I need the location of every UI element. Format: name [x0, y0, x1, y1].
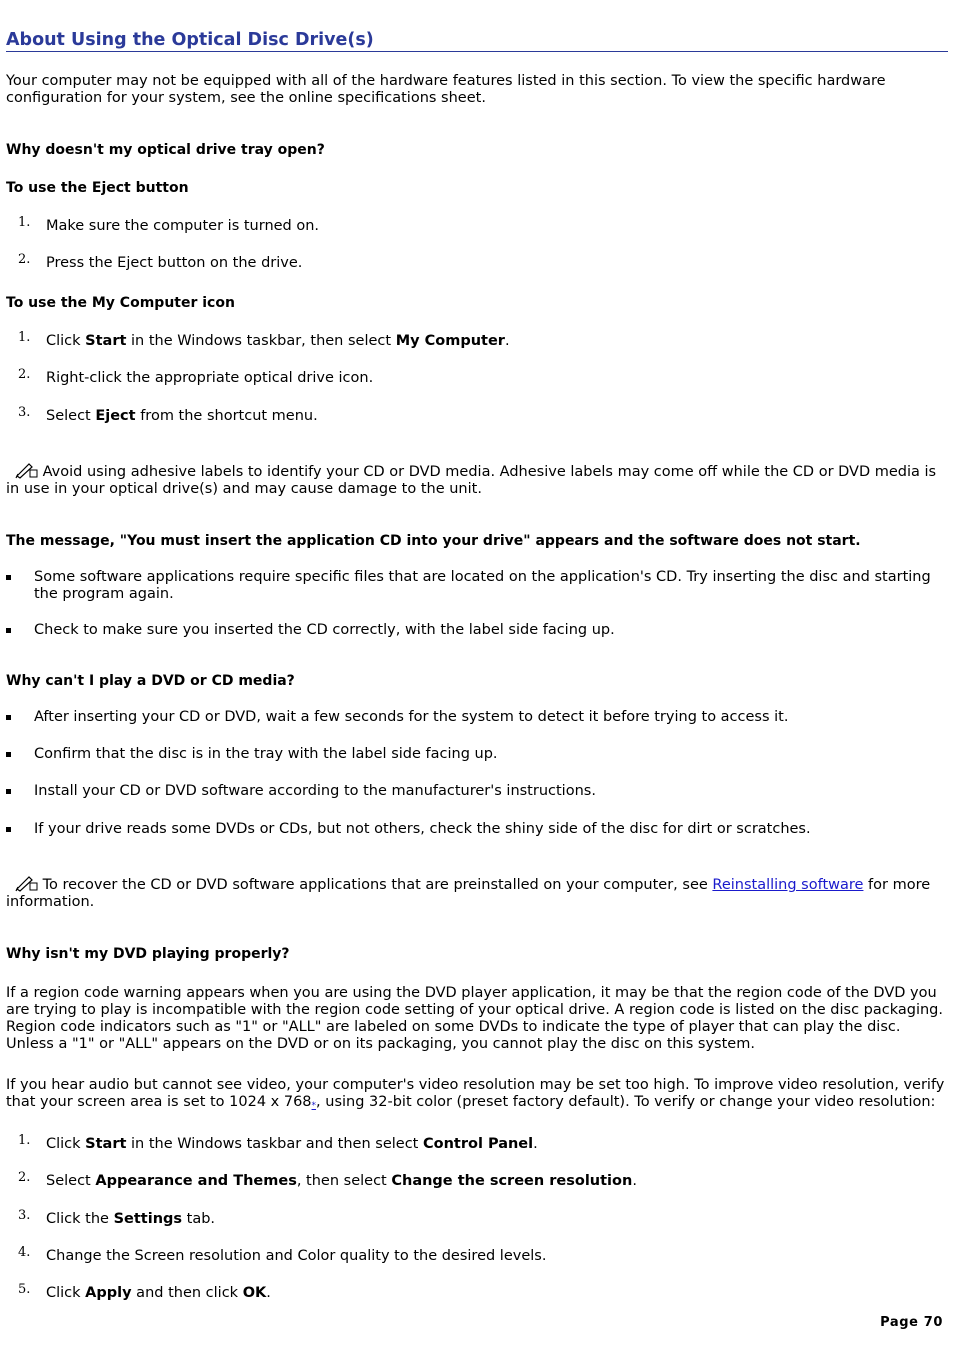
bullet-icon [6, 827, 11, 832]
footnote-link[interactable]: * [311, 1101, 317, 1111]
my-computer-steps [6, 330, 948, 425]
region-code-paragraph: If a region code warning appears when you are using the DVD player application, it may be that the region code of the DVD you are trying to play is incompatible with the region code setting of your optical drive. A region code is listed on the disc packaging. Region code indicators such as "1" or "ALL" are labeled on some DVDs to indicate the type of player that can play the disc. Unless a "1" or "ALL" appears on the DVD or on its packaging, you cannot play the disc on this system. [6, 985, 943, 1052]
list-item: 5. Click Apply and then click OK. [18, 1282, 271, 1301]
insert-cd-bullets [6, 569, 948, 639]
note-pencil-icon [14, 461, 38, 479]
reinstalling-software-link[interactable]: Reinstalling software [712, 877, 864, 893]
page-number: Page 70 [880, 1315, 943, 1330]
bullet-icon [6, 752, 11, 757]
list-item: 3. Select Eject from the shortcut menu. [18, 405, 318, 424]
question-dvd-playing: Why isn't my DVD playing properly? [6, 946, 290, 962]
list-item: 1. Make sure the computer is turned on. [18, 215, 320, 234]
video-resolution-paragraph: If you hear audio but cannot see video, your computer's video resolution may be set too high. To improve video resolution, verify that your screen area is set to 1024 x 768*, using 32-bit color (preset factory default). To verify or change your video resolution: [6, 1077, 945, 1111]
question-tray: Why doesn't my optical drive tray open? [6, 142, 325, 158]
list-item: 1. Click Start in the Windows taskbar, then select My Computer. [18, 330, 510, 349]
list-item: Install your CD or DVD software according to the manufacturer's instructions. [6, 783, 948, 800]
my-computer-heading: To use the My Computer icon [6, 295, 235, 311]
list-item: 2. Press the Eject button on the drive. [18, 252, 303, 271]
question-play-media: Why can't I play a DVD or CD media? [6, 673, 295, 689]
eject-steps [6, 215, 948, 272]
list-item: 2. Select Appearance and Themes, then select Change the screen resolution. [18, 1170, 637, 1189]
resolution-steps [6, 1133, 948, 1302]
list-item: Check to make sure you inserted the CD correctly, with the label side facing up. [6, 622, 948, 639]
list-item: After inserting your CD or DVD, wait a few seconds for the system to detect it before trying to access it. [6, 709, 948, 726]
play-media-bullets [6, 709, 948, 838]
eject-button-heading: To use the Eject button [6, 180, 189, 196]
bullet-icon [6, 575, 11, 580]
list-item: 4. Change the Screen resolution and Color quality to the desired levels. [18, 1245, 547, 1264]
list-item: Some software applications require specific files that are located on the application's CD. Try inserting the disc and starting the program again. [6, 569, 948, 603]
question-insert-cd: The message, "You must insert the application CD into your drive" appears and the software does not start. [6, 533, 861, 549]
list-item: 3. Click the Settings tab. [18, 1208, 216, 1227]
list-item: 2. Right-click the appropriate optical drive icon. [18, 367, 374, 386]
intro-paragraph: Your computer may not be equipped with all of the hardware features listed in this section. To view the specific hardware configuration for your system, see the online specifications sheet. [6, 73, 886, 106]
note-pencil-icon [14, 874, 38, 892]
note-reinstall: To recover the CD or DVD software applications that are preinstalled on your computer, see Reinstalling software for more information. [6, 874, 948, 911]
list-item: If your drive reads some DVDs or CDs, but not others, check the shiny side of the disc for dirt or scratches. [6, 821, 948, 838]
note-adhesive-labels: Avoid using adhesive labels to identify your CD or DVD media. Adhesive labels may come off while the CD or DVD media is in use in your optical drive(s) and may cause damage to the unit. [6, 461, 948, 498]
document-page [6, 30, 948, 1302]
list-item: 1. Click Start in the Windows taskbar and then select Control Panel. [18, 1133, 538, 1152]
bullet-icon [6, 715, 11, 720]
page-title: About Using the Optical Disc Drive(s) [6, 30, 948, 52]
list-item: Confirm that the disc is in the tray with the label side facing up. [6, 746, 948, 763]
bullet-icon [6, 789, 11, 794]
bullet-icon [6, 628, 11, 633]
